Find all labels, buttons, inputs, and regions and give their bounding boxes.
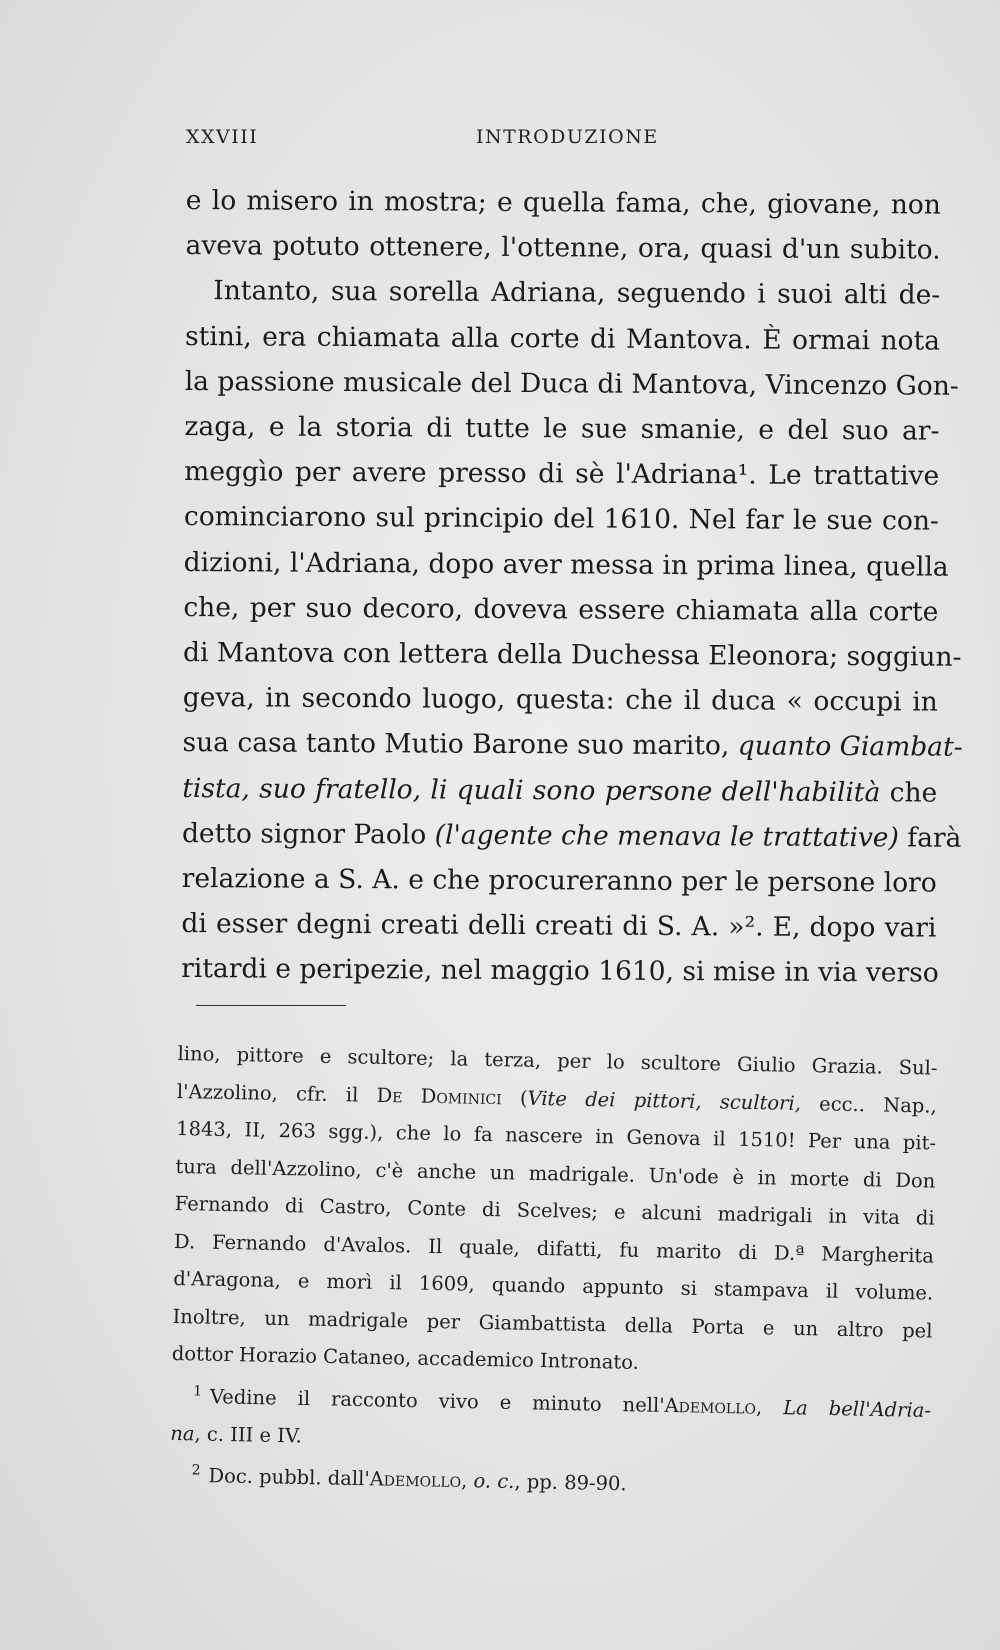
text-run: ( <box>501 1085 528 1110</box>
author-name: De Dominici <box>376 1083 502 1109</box>
text-line <box>182 766 937 816</box>
footnote-line: Fernando di Castro, Conte di Scelves; e alcuni madrigali in vita di <box>174 1191 935 1230</box>
text-line <box>181 811 962 861</box>
text-run: , <box>755 1395 784 1419</box>
text-run: , c. III e IV. <box>194 1421 303 1447</box>
text-line: zaga, e la storia di tutte le sue smanie, e del suo ar- <box>184 411 940 447</box>
text-run: Doc. pubbl. dall' <box>208 1464 370 1491</box>
abbreviation: o. c. <box>473 1469 515 1494</box>
italic-aside: (l'agente che menava le trattative) <box>434 819 899 854</box>
footnote-line: d'Aragona, e morì il 1609, quando appunto si stampava il volume. <box>173 1266 934 1305</box>
author-name: Ademollo <box>369 1467 462 1493</box>
text-run: ecc.. Nap., <box>800 1091 937 1118</box>
footnote-line: tura dell'Azzolino, c'è anche un madrigale. Un'ode è in morte di Don <box>175 1154 936 1193</box>
page-header <box>186 126 906 156</box>
text-line: la passione musicale del Duca di Mantova, Vincenzo Gon- <box>184 365 959 402</box>
italic-quote: tista, suo fratello, li quali sono persone dell'habilità <box>182 772 881 808</box>
text-run: sua casa tanto Mutio Barone suo marito, <box>182 727 738 762</box>
text-run: Vedine il racconto vivo e minuto nell' <box>209 1384 665 1417</box>
footnote-line: 1843, II, 263 sgg.), che lo fa nascere in Genova il 1510! Per una pit- <box>175 1116 937 1155</box>
text-run: che <box>880 776 938 809</box>
footnote-marker: 1 <box>193 1382 203 1400</box>
italic-quote: quanto Giambat- <box>737 730 963 764</box>
text-line: e lo misero in mostra; e quella fama, che, giovane, non <box>185 184 941 221</box>
main-text <box>181 178 963 996</box>
text-line: di Mantova con lettera della Duchessa Eleonora; soggiun- <box>183 637 962 673</box>
text-line: che, per suo decoro, doveva essere chiamata alla corte <box>183 591 939 628</box>
page-number: XXVIII <box>186 126 259 148</box>
text-line: stini, era chiamata alla corte di Mantova. È ormai nota <box>184 320 941 357</box>
footnote-separator <box>196 1005 346 1006</box>
text-line: dizioni, l'Adriana, dopo aver messa in prima linea, quella <box>183 546 949 583</box>
text-line: Intanto, sua sorella Adriana, seguendo i suoi alti de- <box>213 275 941 312</box>
running-title: INTRODUZIONE <box>476 126 659 148</box>
book-title: na <box>170 1421 195 1445</box>
text-line <box>182 720 963 770</box>
footnotes <box>169 1035 938 1509</box>
text-run: , pp. 89-90. <box>514 1470 627 1496</box>
text-run: farà <box>898 822 962 854</box>
author-name: Ademollo <box>664 1393 757 1419</box>
text-line: relazione a S. A. e che procureranno per le persone loro <box>181 863 937 899</box>
footnote-line: lino, pittore e scultore; la terza, per lo scultore Giulio Grazia. Sul- <box>177 1041 938 1080</box>
footnote-marker: 2 <box>191 1462 201 1479</box>
book-title: Vite dei pittori, scultori, <box>527 1086 802 1115</box>
book-title: La bell'Adria- <box>782 1395 932 1422</box>
footnote-line: Inoltre, un madrigale per Giambattista della Porta e un altro pel <box>172 1304 933 1343</box>
text-line: aveva potuto ottenere, l'ottenne, ora, quasi d'un subito. <box>185 230 941 266</box>
text-line: geva, in secondo luogo, questa: che il duca « occupi in <box>182 682 938 718</box>
footnote-line: dottor Horazio Cataneo, accademico Intronato. <box>171 1341 640 1374</box>
text-line: di esser degni creati delli creati di S. A. »². E, dopo vari <box>181 908 937 944</box>
text-line: ritardi e peripezie, nel maggio 1610, si mise in via verso <box>181 953 939 990</box>
text-run: l'Azzolino, cfr. il <box>176 1079 377 1107</box>
text-line: cominciarono sul principio del 1610. Nel far le sue con- <box>183 501 940 538</box>
text-line: meggìo per avere presso di sè l'Adriana¹. Le trattative <box>184 456 940 492</box>
footnote-line: D. Fernando d'Avalos. Il quale, difatti, fu marito di D.ª Margherita <box>173 1229 935 1268</box>
text-run: detto signor Paolo <box>181 817 435 851</box>
text-run: , <box>460 1469 474 1493</box>
